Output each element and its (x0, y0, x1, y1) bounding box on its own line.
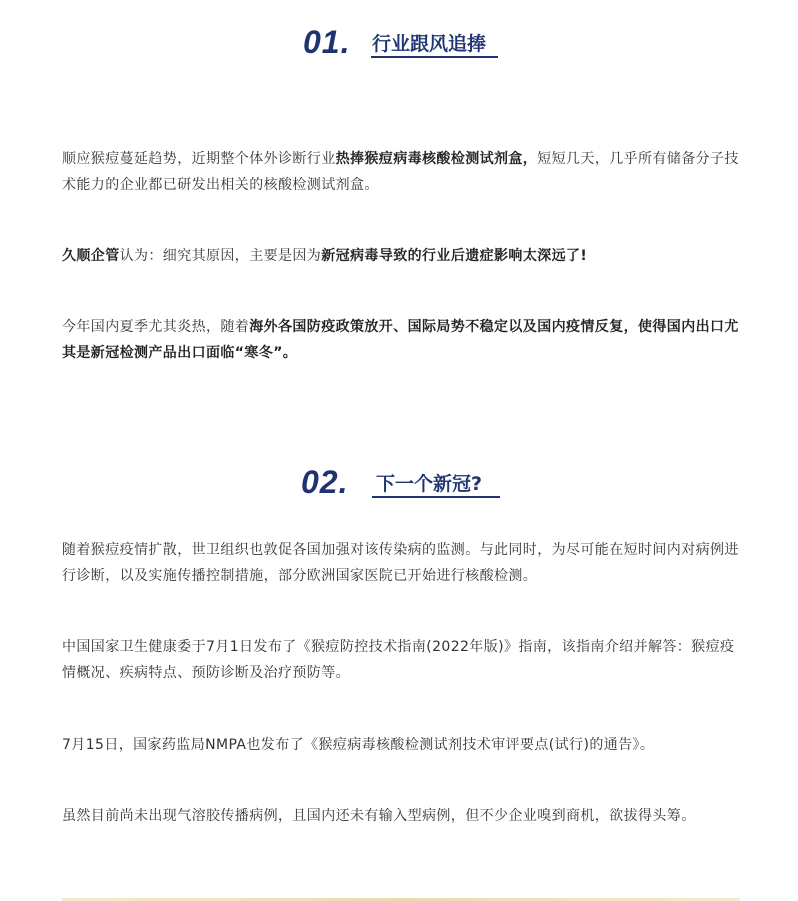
section-02-number: 02. (301, 464, 349, 500)
paragraph-2 (62, 243, 740, 269)
section-01-underline (371, 56, 498, 58)
paragraph-5: 中国国家卫生健康委于7月1日发布了《猴痘防控技术指南(2022年版)》指南，该指南介绍并解答：猴痘疫情概况、疾病特点、预防诊断及治疗预防等。 (62, 639, 735, 681)
paragraph-7: 虽然目前尚未出现气溶胶传播病例，且国内还未有输入型病例，但不少企业嗅到商机，欲拔得头筹。 (62, 808, 696, 824)
p1-bold-1: 热捧猴痘病毒核酸检测试剂盒， (335, 151, 538, 167)
paragraph-4: 随着猴痘疫情扩散，世卫组织也敦促各国加强对该传染病的监测。与此同时，为尽可能在短时间内对病例进行诊断，以及实施传播控制措施，部分欧洲国家医院已开始进行核酸检测。 (62, 542, 739, 584)
p3-bold-1: 海外各国防疫政策放开、国际局势不稳定以及国内疫情反复，使得国内出口尤其是新冠检测产品出口面临“寒冬”。 (62, 319, 739, 361)
p2-bold-2: 新冠病毒导致的行业后遗症影响太深远了! (321, 248, 588, 264)
p1-text-1: 顺应猴痘蔓延趋势，近期整个体外诊断行业 (62, 151, 336, 167)
paragraph-6: 7月15日，国家药监局NMPA也发布了《猴痘病毒核酸检测试剂技术审评要点(试行)的通告》。 (62, 737, 655, 753)
section-01-number: 01. (303, 24, 351, 60)
paragraph-3 (62, 314, 740, 366)
paragraph-1 (62, 146, 740, 198)
section-01-title: 行业跟风追捧 (372, 33, 487, 55)
section-02-header (0, 462, 798, 506)
section-01-header (0, 22, 798, 66)
p1-text-2: 短短几天，几乎所有储备分子技术能力的企业都已研发出相关的核酸检测试剂盒。 (62, 151, 739, 193)
p3-text-1: 今年国内夏季尤其炎热，随着 (62, 319, 250, 335)
p2-text-1: 认为：细究其原因，主要是因为 (119, 248, 322, 264)
section-02-underline (372, 496, 500, 498)
section-02-title: 下一个新冠? (376, 473, 483, 495)
p2-bold-company: 久顺企管 (62, 248, 120, 264)
